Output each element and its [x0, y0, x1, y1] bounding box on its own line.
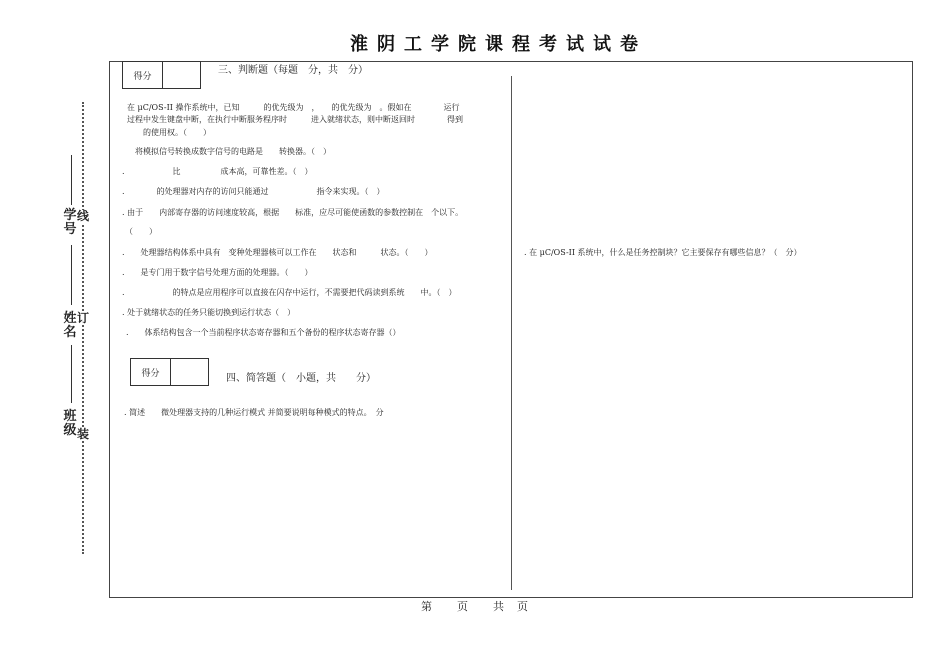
student-id-line — [71, 155, 72, 205]
question-line: 的使用权。（ ） — [127, 128, 211, 137]
question-line: 在 μC/OS-II 操作系统中，已知 的优先级为 ， 的优先级为 。假如在 运行 — [127, 103, 460, 112]
score-box-section3 — [122, 61, 201, 89]
student-id-label: 学号 — [63, 208, 77, 237]
question-line: . 体系结构包含一个当前程序状态寄存器和五个备份的程序状态寄存器（） — [126, 328, 401, 337]
question-line: . 在 μC/OS-II 系统中，什么是任务控制块？它主要保存有哪些信息？（ 分） — [524, 248, 802, 257]
class-line — [71, 345, 72, 403]
question-line: . 的处理器对内存的访问只能通过 指令来实现。（ ） — [122, 187, 385, 196]
class-label: 班级 — [63, 409, 77, 438]
question-line: 过程中发生键盘中断，在执行中断服务程序时 进入就绪状态，则中断返回时 得到 — [127, 115, 463, 124]
page-footer: 第 页 共 页 — [421, 600, 529, 613]
question-line: . 简述 微处理器支持的几种运行模式 并简要说明每种模式的特点。 分 — [124, 408, 384, 417]
score-blank[interactable] — [163, 62, 200, 88]
score-label: 得分 — [131, 359, 171, 385]
question-line: . 是专门用于数字信号处理方面的处理器。（ ） — [122, 268, 313, 277]
score-blank[interactable] — [171, 359, 208, 385]
binding-label-bind: 装 — [76, 427, 89, 441]
binding-dotted-line — [82, 102, 84, 554]
question-line: . 比 成本高，可靠性差。（ ） — [122, 167, 313, 176]
name-label: 姓名 — [63, 311, 77, 340]
score-box-section4 — [130, 358, 209, 386]
score-label: 得分 — [123, 62, 163, 88]
name-line — [71, 245, 72, 305]
section4-heading: 四、简答题（ 小题，共 分） — [226, 373, 376, 384]
section3-heading: 三、判断题（每题 分，共 分） — [218, 65, 368, 76]
question-line: . 处于就绪状态的任务只能切换到运行状态（ ） — [122, 308, 296, 317]
binding-label-order: 订 — [76, 311, 89, 325]
binding-label-line: 线 — [76, 209, 89, 223]
question-line: . 由于 内部寄存器的访问速度较高，根据 标准，应尽可能使函数的参数控制在 个以下。 — [122, 208, 464, 217]
question-line: （ ） — [125, 227, 157, 236]
column-divider — [511, 76, 512, 590]
question-line: . 处理器结构体系中具有 变种处理器核可以工作在 状态和 状态。（ ） — [122, 248, 433, 257]
exam-title: 淮阴工学院课程考试试卷 — [350, 34, 647, 55]
question-line: 将模拟信号转换成数字信号的电路是 转换器。（ ） — [127, 147, 331, 156]
question-line: . 的特点是应用程序可以直接在闪存中运行，不需要把代码读到系统 中。（ ） — [122, 288, 457, 297]
